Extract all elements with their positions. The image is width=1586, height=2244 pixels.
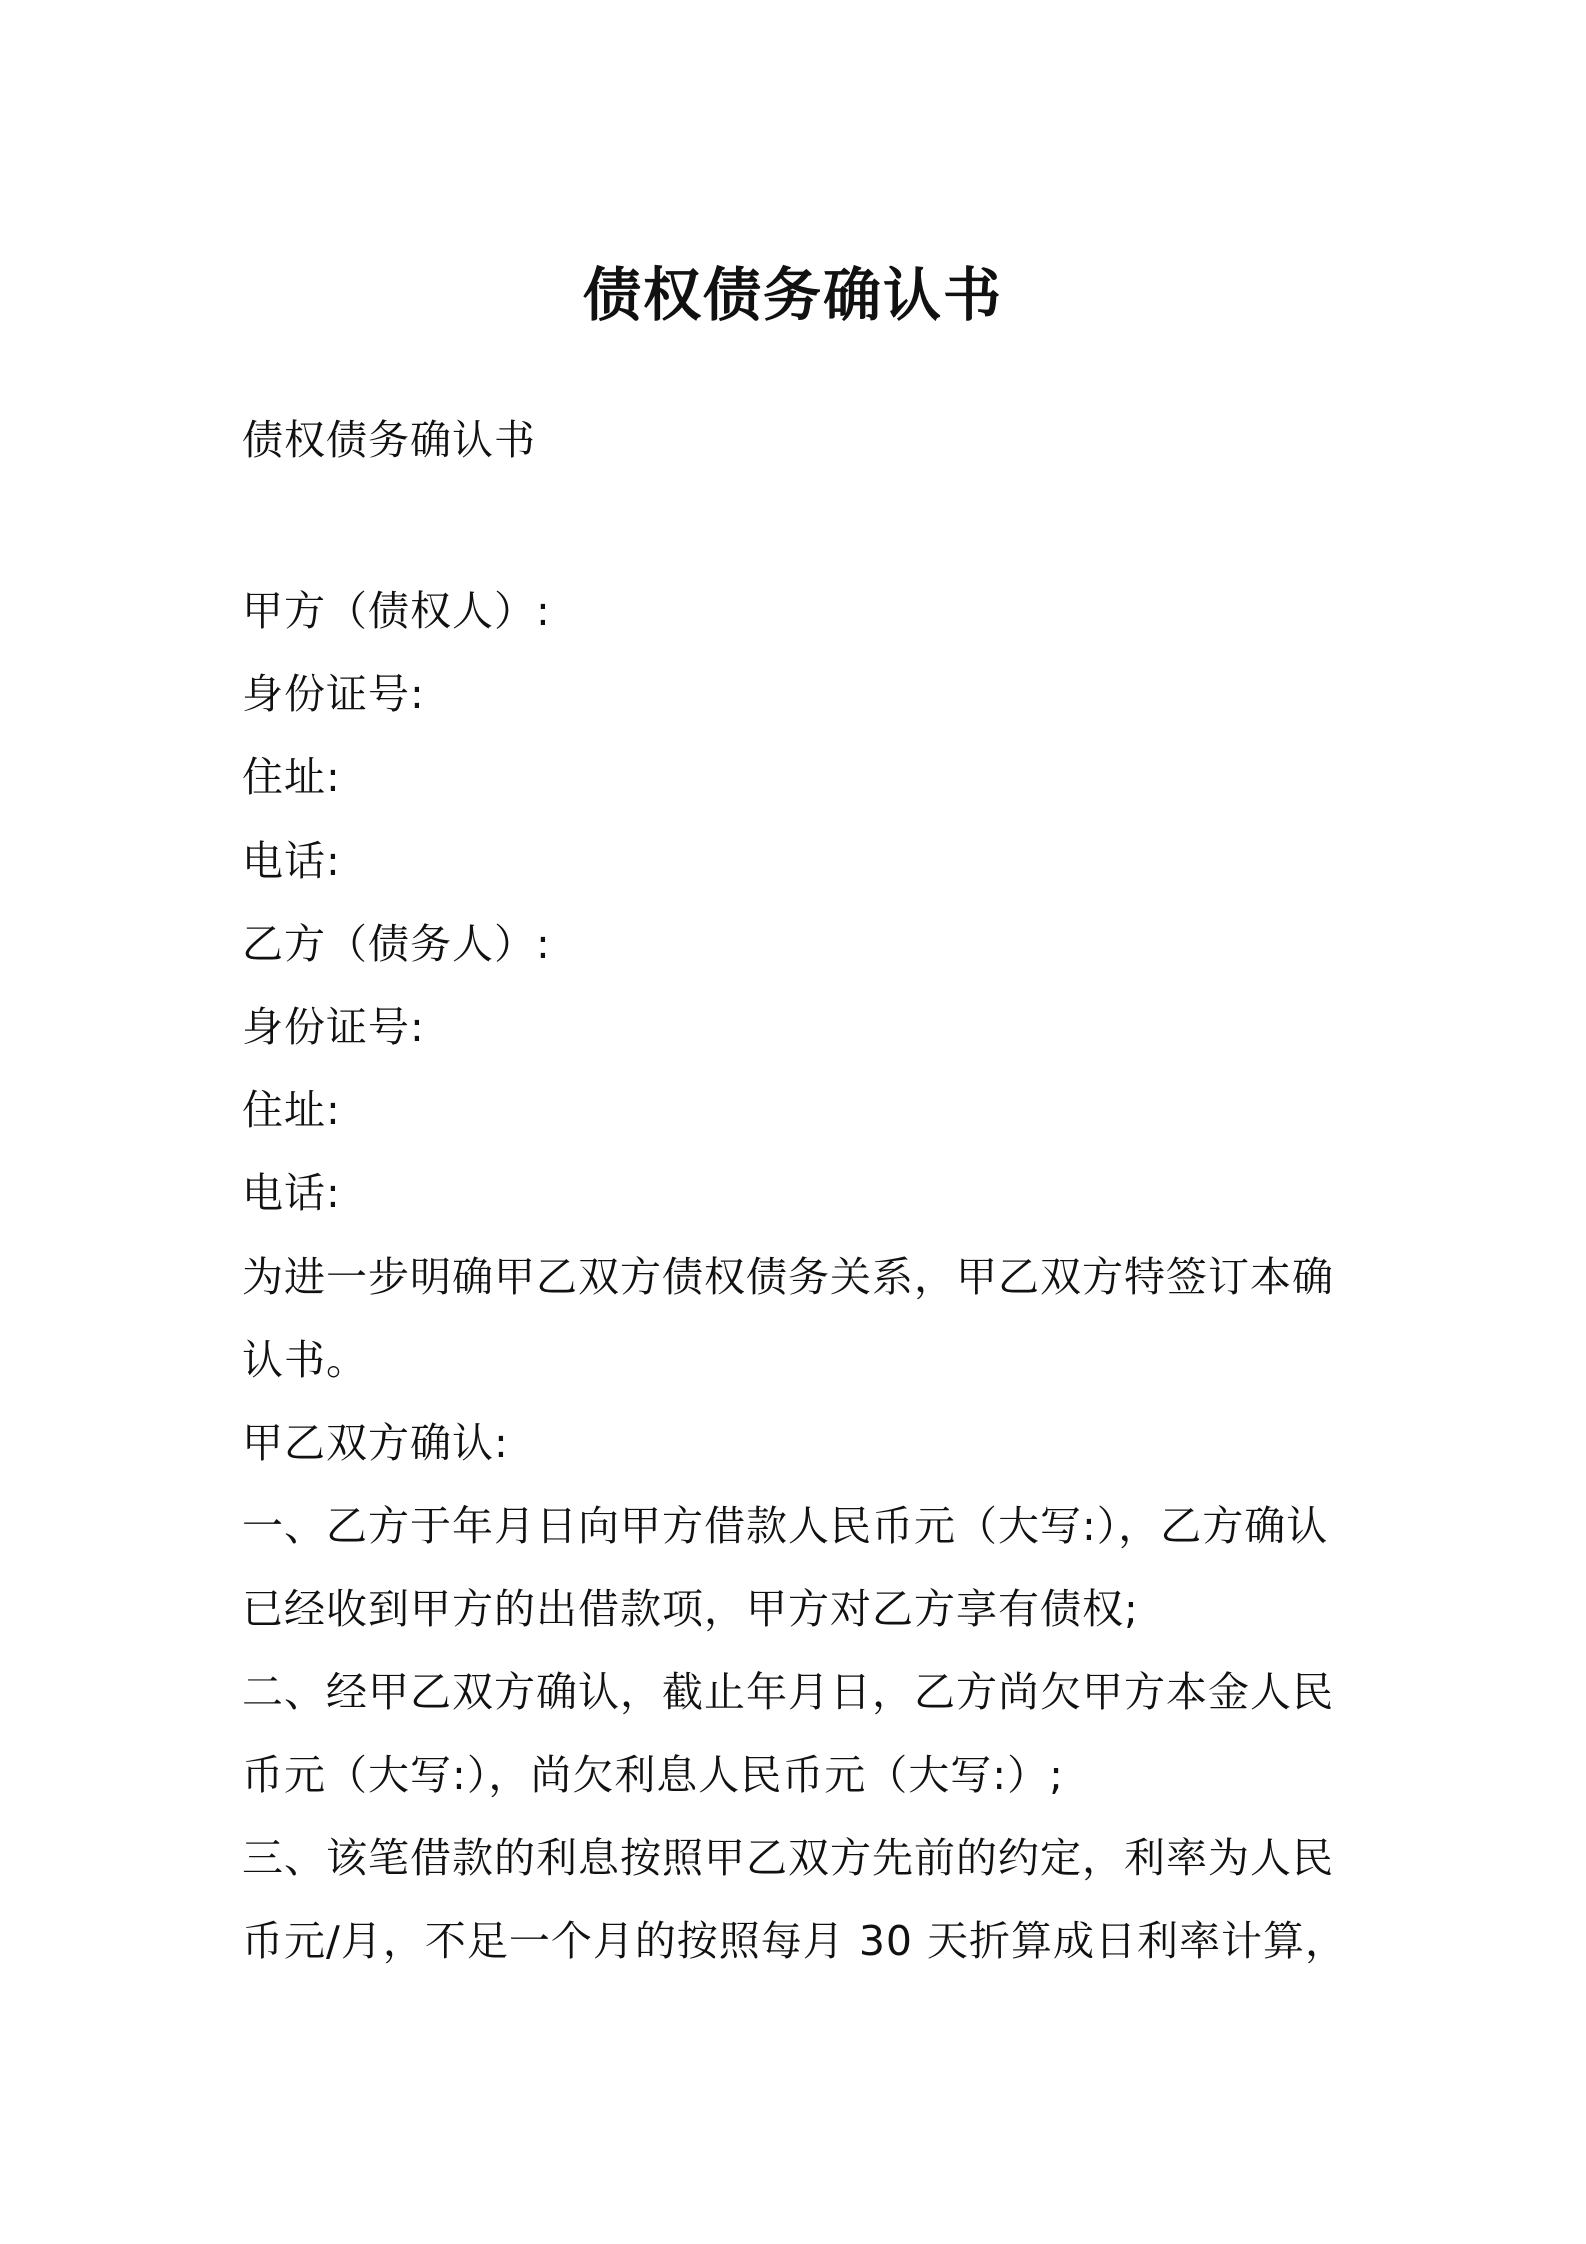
clause-2-line-1: 二、经甲乙双方确认，截止年月日，乙方尚欠甲方本金人民 bbox=[242, 1668, 1334, 1716]
party-b-id-label: 身份证号: bbox=[242, 1003, 425, 1051]
intro-paragraph-line-2: 认书。 bbox=[242, 1336, 368, 1384]
document-title: 债权债务确认书 bbox=[582, 261, 1003, 329]
party-a-id-label: 身份证号: bbox=[242, 670, 425, 718]
party-b-address-label: 住址: bbox=[242, 1086, 341, 1134]
party-a-phone-label: 电话: bbox=[242, 837, 341, 885]
clause-3-line-1: 三、该笔借款的利息按照甲乙双方先前的约定，利率为人民 bbox=[242, 1834, 1334, 1882]
clause-1-line-2: 已经收到甲方的出借款项，甲方对乙方享有债权; bbox=[242, 1585, 1139, 1633]
clause-1-line-1: 一、乙方于年月日向甲方借款人民币元（大写:），乙方确认 bbox=[242, 1502, 1329, 1550]
party-a-address-label: 住址: bbox=[242, 753, 341, 801]
clause-2-line-2: 币元（大写:），尚欠利息人民币元（大写:）; bbox=[242, 1751, 1064, 1799]
confirmation-heading: 甲乙双方确认: bbox=[242, 1419, 509, 1467]
document-subtitle: 债权债务确认书 bbox=[242, 416, 536, 464]
party-a-label: 甲方（债权人）: bbox=[242, 587, 551, 635]
party-b-phone-label: 电话: bbox=[242, 1169, 341, 1217]
clause-3-line-2: 币元/月，不足一个月的按照每月 30 天折算成日利率计算， bbox=[242, 1917, 1348, 1965]
intro-paragraph-line-1: 为进一步明确甲乙双方债权债务关系，甲乙双方特签订本确 bbox=[242, 1253, 1334, 1301]
party-b-label: 乙方（债务人）: bbox=[242, 920, 551, 968]
